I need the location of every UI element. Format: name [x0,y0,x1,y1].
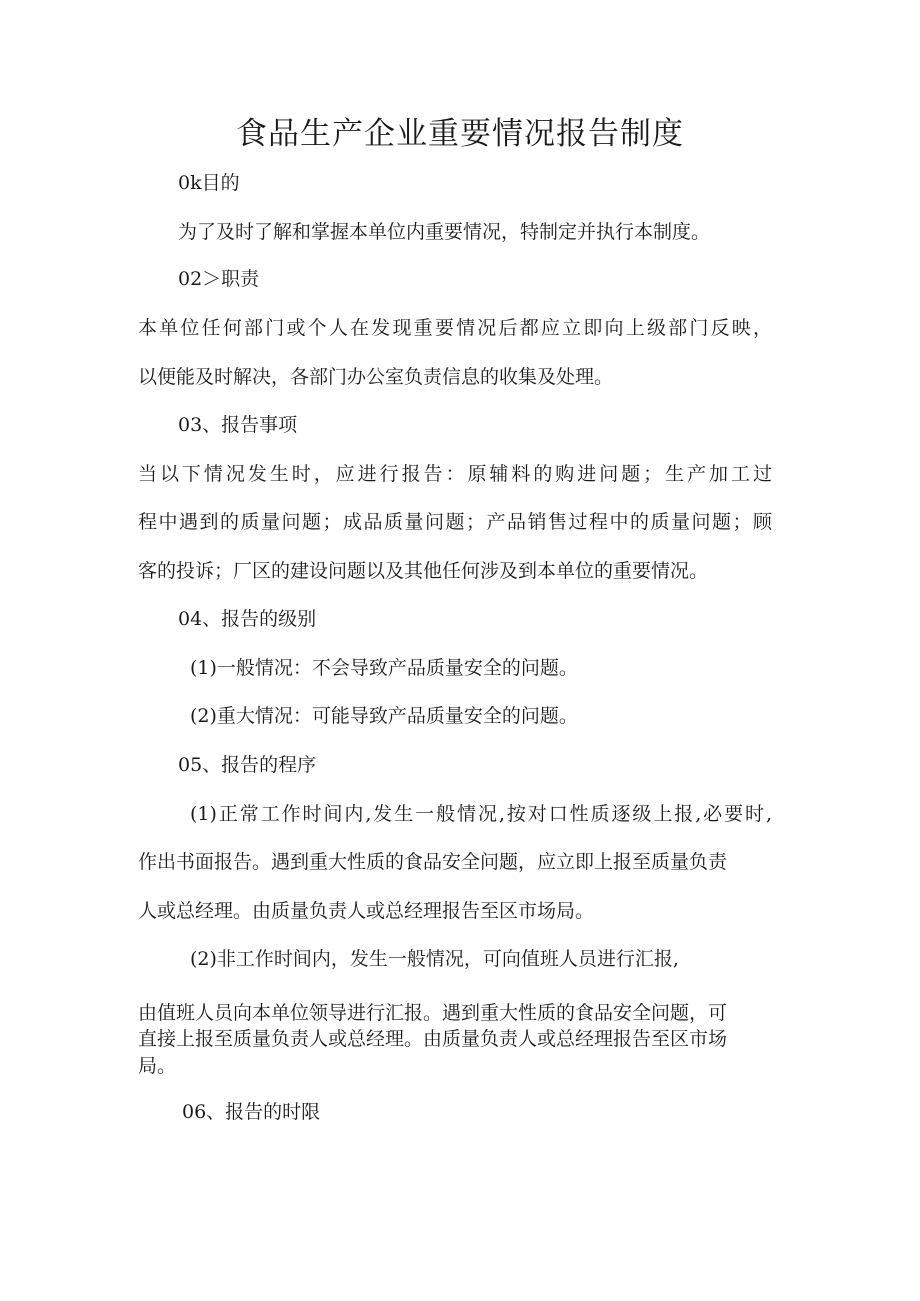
section-03-heading: 03、报告事项 [178,414,298,436]
section-05-p2-line-1: (2)非工作时间内，发生一般情况，可向值班人员进行汇报, [190,948,679,970]
section-04-item-2: (2)重大情况：可能导致产品质量安全的问题。 [190,705,578,727]
section-05-heading: 05、报告的程序 [178,754,317,776]
section-03-body-line-3: 客的投诉；厂区的建设问题以及其他任何涉及到本单位的重要情况。 [138,560,709,582]
section-03-body-line-2: 程中遇到的质量问题；成品质量问题；产品销售过程中的质量问题；顾 [138,511,772,533]
section-04-heading: 04、报告的级别 [178,608,317,630]
section-02-heading: 02＞职责 [178,268,260,290]
section-01-body: 为了及时了解和掌握本单位内重要情况，特制定并执行本制度。 [178,221,711,243]
section-04-item-1: (1)一般情况：不会导致产品质量安全的问题。 [190,657,578,679]
section-03-body-line-1: 当以下情况发生时，应进行报告：原辅料的购进问题；生产加工过 [138,463,772,485]
section-05-p2-line-2: 由值班人员向本单位领导进行汇报。遇到重大性质的食品安全问题，可 [138,1002,728,1024]
section-06-heading: 06、报告的时限 [182,1101,321,1123]
section-01-heading: 0k目的 [178,172,240,194]
section-05-p1-line-1: (1)正常工作时间内,发生一般情况,按对口性质逐级上报,必要时, [190,803,772,825]
section-02-body-line-2: 以便能及时解决，各部门办公室负责信息的收集及处理。 [138,366,614,388]
section-05-p1-line-3: 人或总经理。由质量负责人或总经理报告至区市场局。 [138,900,595,922]
section-05-p2-line-4: 局。 [138,1055,177,1077]
document-title: 食品生产企业重要情况报告制度 [236,116,684,152]
section-05-p2-line-3: 直接上报至质量负责人或总经理。由质量负责人或总经理报告至区市场 [138,1028,728,1050]
section-05-p1-line-2: 作出书面报告。遇到重大性质的食品安全问题，应立即上报至质量负责 [138,851,728,873]
section-02-body-line-1: 本单位任何部门或个人在发现重要情况后都应立即向上级部门反映， [138,317,772,339]
